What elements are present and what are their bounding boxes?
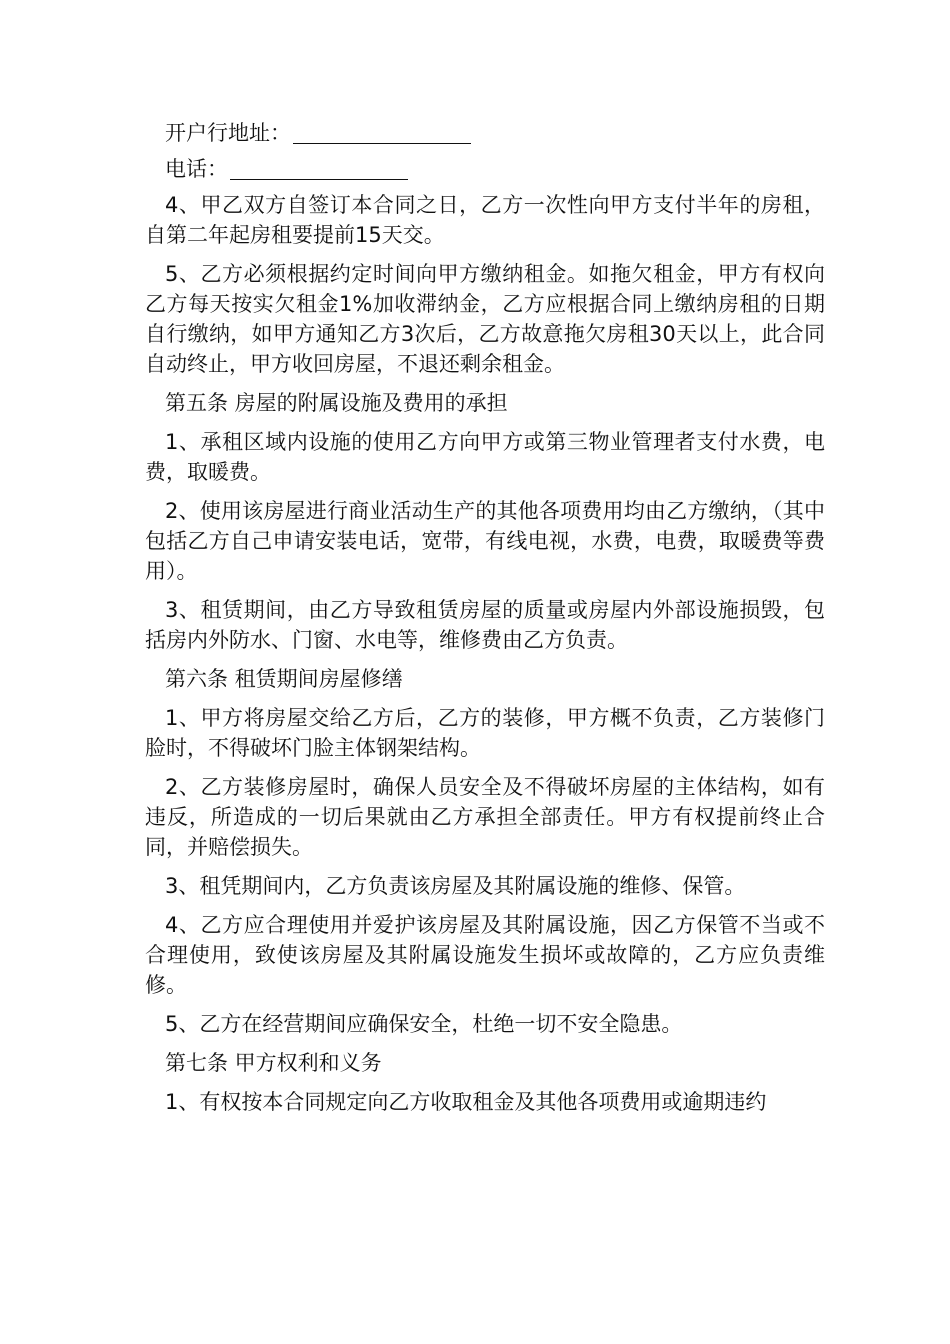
section-heading: 第六条 租赁期间房屋修缮 xyxy=(165,667,403,691)
clause-paragraph: 2、使用该房屋进行商业活动生产的其他各项费用均由乙方缴纳，（其中包括乙方自己申请安装电话，宽带，有线电视，水费，电费，取暖费等费用）。 xyxy=(145,499,825,583)
clause-paragraph: 1、承租区域内设施的使用乙方向甲方或第三物业管理者支付水费，电费，取暖费。 xyxy=(145,430,825,484)
phone-blank xyxy=(230,157,408,180)
bank-address-label: 开户行地址： xyxy=(165,121,291,145)
clause-paragraph: 2、乙方装修房屋时，确保人员安全及不得破坏房屋的主体结构，如有违反，所造成的一切后果就由乙方承担全部责任。甲方有权提前终止合同，并赔偿损失。 xyxy=(145,775,825,859)
section-heading: 第七条 甲方权利和义务 xyxy=(165,1051,382,1075)
clause-paragraph: 1、甲方将房屋交给乙方后，乙方的装修，甲方概不负责，乙方装修门脸时，不得破坏门脸主体钢架结构。 xyxy=(145,706,825,760)
clause-paragraph: 3、租赁期间，由乙方导致租赁房屋的质量或房屋内外部设施损毁，包括房内外防水、门窗、水电等，维修费由乙方负责。 xyxy=(145,598,825,652)
clause-paragraph: 5、乙方在经营期间应确保安全，杜绝一切不安全隐患。 xyxy=(165,1012,683,1036)
bank-address-line xyxy=(145,118,825,148)
phone-label: 电话： xyxy=(165,157,228,181)
clause-paragraph: 5、乙方必须根据约定时间向甲方缴纳租金。如拖欠租金，甲方有权向乙方每天按实欠租金1%加收滞纳金，乙方应根据合同上缴纳房租的日期自行缴纳，如甲方通知乙方3次后，乙方故意拖欠房租30天以上，此合同自动终止，甲方收回房屋，不退还剩余租金。 xyxy=(145,262,825,376)
phone-line xyxy=(145,154,825,184)
clause-paragraph: 4、甲乙双方自签订本合同之日，乙方一次性向甲方支付半年的房租，自第二年起房租要提前15天交。 xyxy=(145,193,825,247)
bank-address-blank xyxy=(293,121,471,144)
contract-body xyxy=(145,118,825,1126)
section-heading: 第五条 房屋的附属设施及费用的承担 xyxy=(165,391,508,415)
clause-paragraph: 4、乙方应合理使用并爱护该房屋及其附属设施，因乙方保管不当或不合理使用，致使该房屋及其附属设施发生损坏或故障的，乙方应负责维修。 xyxy=(145,913,825,997)
clause-paragraph: 3、租凭期间内，乙方负责该房屋及其附属设施的维修、保管。 xyxy=(165,874,746,898)
clause-paragraph: 1、有权按本合同规定向乙方收取租金及其他各项费用或逾期违约 xyxy=(165,1090,767,1114)
